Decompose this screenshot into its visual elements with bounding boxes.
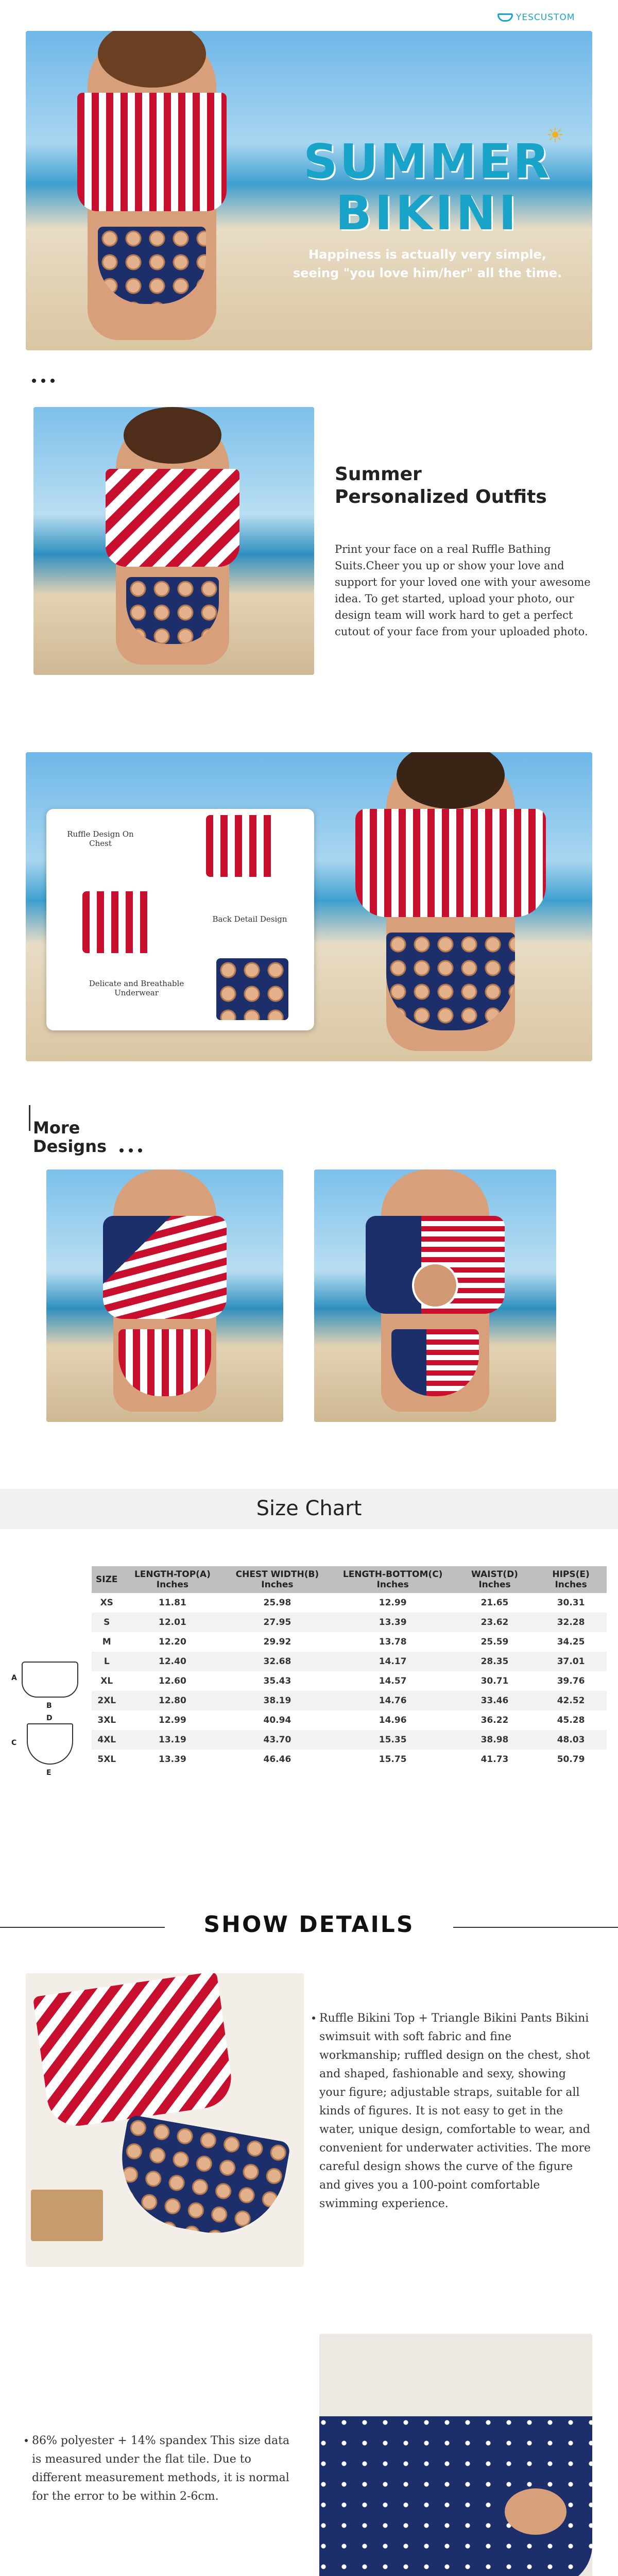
header-size: SIZE xyxy=(92,1566,122,1593)
size-table-cell: 12.40 xyxy=(122,1652,224,1671)
size-table xyxy=(92,1566,607,1769)
size-table-row xyxy=(92,1671,607,1691)
size-table-cell: 14.76 xyxy=(332,1691,454,1710)
detail-text-1 xyxy=(319,2009,592,2213)
size-table-row xyxy=(92,1750,607,1769)
size-table-cell: 37.01 xyxy=(535,1652,607,1671)
size-table-cell: 3XL xyxy=(97,1715,116,1725)
size-table-row xyxy=(92,1710,607,1730)
size-table-cell: 23.62 xyxy=(454,1613,535,1632)
size-table-cell: 27.95 xyxy=(223,1613,331,1632)
size-table-cell: 25.59 xyxy=(480,1637,509,1647)
size-table-cell: 13.19 xyxy=(122,1730,224,1750)
detail-text-2-content: 86% polyester + 14% spandex This size data is measured under the flat tile. Due to different measurement methods, it is normal for the error to be within 2-6cm. xyxy=(32,2434,290,2503)
diagram-top xyxy=(22,1662,78,1698)
size-diagram xyxy=(11,1656,89,1790)
intro-heading-line2: Personalized Outfits xyxy=(335,486,547,507)
size-table-cell: 38.19 xyxy=(223,1691,331,1710)
diagram-letter-c: C xyxy=(11,1739,17,1747)
size-table-cell: 30.31 xyxy=(557,1598,585,1608)
bullet-1 xyxy=(312,2016,315,2020)
size-table-cell: 12.20 xyxy=(159,1637,186,1647)
size-table-row xyxy=(92,1691,607,1710)
size-table-cell: 29.92 xyxy=(263,1637,291,1647)
size-table-cell: 12.99 xyxy=(379,1598,407,1608)
detail-text-2 xyxy=(32,2432,300,2506)
size-table-cell: 33.46 xyxy=(454,1691,535,1710)
more-designs-heading-line1: More xyxy=(33,1118,80,1138)
size-table-row xyxy=(92,1593,607,1613)
size-table-cell: 5XL xyxy=(97,1754,116,1765)
back-swatch xyxy=(82,891,154,953)
intro-photo xyxy=(33,407,314,675)
more-designs-dots xyxy=(119,1145,147,1155)
more-designs-marker xyxy=(29,1105,30,1131)
size-table-cell: L xyxy=(92,1652,122,1671)
size-table-cell: 38.98 xyxy=(454,1730,535,1750)
hero-title-line1: SUMMER xyxy=(303,134,552,189)
size-table-cell: 34.25 xyxy=(557,1637,585,1647)
detail2-face xyxy=(505,2488,566,2535)
size-table-cell: 46.46 xyxy=(263,1754,291,1765)
design-photo-2 xyxy=(314,1170,556,1422)
intro-hair xyxy=(124,407,221,464)
header-chest-width: CHEST WIDTH(B) Inches xyxy=(223,1566,331,1593)
size-table-cell: 11.81 xyxy=(159,1598,186,1608)
show-details-rule-right xyxy=(453,1927,618,1928)
size-table-cell: 13.78 xyxy=(379,1637,407,1647)
logo-text: YESCUSTOM xyxy=(516,12,575,23)
size-table-cell: M xyxy=(102,1637,111,1647)
detail-photo-2 xyxy=(319,2334,592,2576)
size-chart-title: Size Chart xyxy=(256,1497,362,1520)
size-table-cell: 28.35 xyxy=(454,1652,535,1671)
diagram-letter-d: D xyxy=(46,1714,53,1722)
size-table-cell: 36.22 xyxy=(480,1715,509,1725)
callout-underwear-label: Delicate and Breathable Underwear xyxy=(89,979,184,997)
size-table-cell: 15.75 xyxy=(379,1754,407,1765)
intro-top xyxy=(106,469,239,567)
hero-subtitle-line1: Happiness is actually very simple, xyxy=(308,247,546,262)
detail1-envelope xyxy=(31,2190,103,2241)
hero-title-line2: BIKINI xyxy=(335,185,520,241)
hero-bottom xyxy=(98,227,206,304)
show-details-title: SHOW DETAILS xyxy=(203,1911,415,1938)
header-length-top: LENGTH-TOP(A) Inches xyxy=(122,1566,224,1593)
ruffle-swatch xyxy=(206,815,278,877)
intro-heading-line1: Summer xyxy=(335,464,422,485)
size-table-row xyxy=(92,1613,607,1632)
size-table-cell: 2XL xyxy=(92,1691,122,1710)
detail1-fabric-top xyxy=(33,1973,235,2130)
callout-back-label: Back Detail Design xyxy=(212,914,287,924)
detail-text-1-content: Ruffle Bikini Top + Triangle Bikini Pants Bikini swimsuit with soft fabric and fine workmanship; ruffled design on the chest, shot and shaped, fashionable and sexy, showing your figure; adjustable straps, suitable for all kinds of figures. It is not easy to get in the water, unique design, comfortable to wear, and convenient for underwater activities. The more careful design shows the curve of the figure and gives you a 100-point comfortable swimming experience. xyxy=(319,2012,591,2210)
bullet-2 xyxy=(25,2439,28,2442)
size-table-cell: 15.35 xyxy=(332,1730,454,1750)
size-table-cell: 35.43 xyxy=(263,1676,291,1686)
hero-banner xyxy=(26,31,592,350)
size-table-cell: 50.79 xyxy=(557,1754,585,1765)
sun-icon: ☀ xyxy=(546,124,564,147)
header-length-bottom: LENGTH-BOTTOM(C) Inches xyxy=(332,1566,454,1593)
hero-subtitle-line2: seeing "you love him/her" all the time. xyxy=(293,266,562,280)
size-table-cell: 13.39 xyxy=(332,1613,454,1632)
size-table-cell: 32.28 xyxy=(535,1613,607,1632)
size-table-cell: 14.57 xyxy=(379,1676,407,1686)
size-table-cell: 25.98 xyxy=(263,1598,291,1608)
size-table-cell: 40.94 xyxy=(263,1715,291,1725)
decor-dots xyxy=(32,375,60,385)
more-designs-heading-line2: Designs xyxy=(33,1137,107,1156)
size-table-cell: 39.76 xyxy=(557,1676,585,1686)
size-table-cell: S xyxy=(92,1613,122,1632)
size-table-cell: 12.80 xyxy=(122,1691,224,1710)
detail1-fabric-bottom xyxy=(111,2114,291,2245)
size-table-cell: 21.65 xyxy=(480,1598,509,1608)
size-table-header xyxy=(92,1566,607,1593)
size-table-cell: 30.71 xyxy=(480,1676,509,1686)
size-table-cell: 14.17 xyxy=(332,1652,454,1671)
design-photo-1 xyxy=(46,1170,283,1422)
size-table-body xyxy=(92,1593,607,1769)
size-table-cell: XL xyxy=(100,1676,113,1686)
diagram-letter-a: A xyxy=(11,1674,17,1682)
size-table-row xyxy=(92,1632,607,1652)
size-table-cell: 12.99 xyxy=(159,1715,186,1725)
size-table-row xyxy=(92,1730,607,1750)
callout-top xyxy=(355,809,546,917)
header-hips: HIPS(E) Inches xyxy=(535,1566,607,1593)
size-table-cell: 32.68 xyxy=(223,1652,331,1671)
size-table-cell: 12.01 xyxy=(122,1613,224,1632)
size-table-cell: 48.03 xyxy=(535,1730,607,1750)
size-table-cell: 13.39 xyxy=(159,1754,186,1765)
intro-paragraph: Print your face on a real Ruffle Bathing Suits.Cheer you up or show your love and support for your loved one with your awesome idea. To get started, upload your photo, our design team will work hard to get a perfect cutout of your face from your uploaded photo. xyxy=(335,543,591,638)
diagram-bottom xyxy=(27,1723,73,1765)
hero-top xyxy=(77,93,227,211)
design2-face xyxy=(412,1262,458,1309)
size-table-cell: 45.28 xyxy=(557,1715,585,1725)
size-table-cell: 41.73 xyxy=(480,1754,509,1765)
brand-logo xyxy=(497,11,600,25)
size-table-cell: 42.52 xyxy=(535,1691,607,1710)
size-table-cell: XS xyxy=(100,1598,113,1608)
diagram-letter-e: E xyxy=(46,1769,52,1777)
callout-bottom xyxy=(386,933,515,1030)
detail-photo-1 xyxy=(26,1973,304,2267)
size-table-cell: 14.96 xyxy=(379,1715,407,1725)
diagram-letter-b: B xyxy=(46,1702,52,1710)
size-table-cell: 43.70 xyxy=(223,1730,331,1750)
header-waist: WAIST(D) Inches xyxy=(454,1566,535,1593)
underwear-swatch xyxy=(216,958,288,1020)
size-table-row xyxy=(92,1652,607,1671)
size-table-cell: 4XL xyxy=(92,1730,122,1750)
design1-top xyxy=(103,1216,227,1319)
logo-icon xyxy=(497,13,513,22)
callout-ruffle-label: Ruffle Design On Chest xyxy=(67,829,134,848)
size-table-cell: 12.60 xyxy=(159,1676,186,1686)
callout-card xyxy=(46,809,314,1030)
